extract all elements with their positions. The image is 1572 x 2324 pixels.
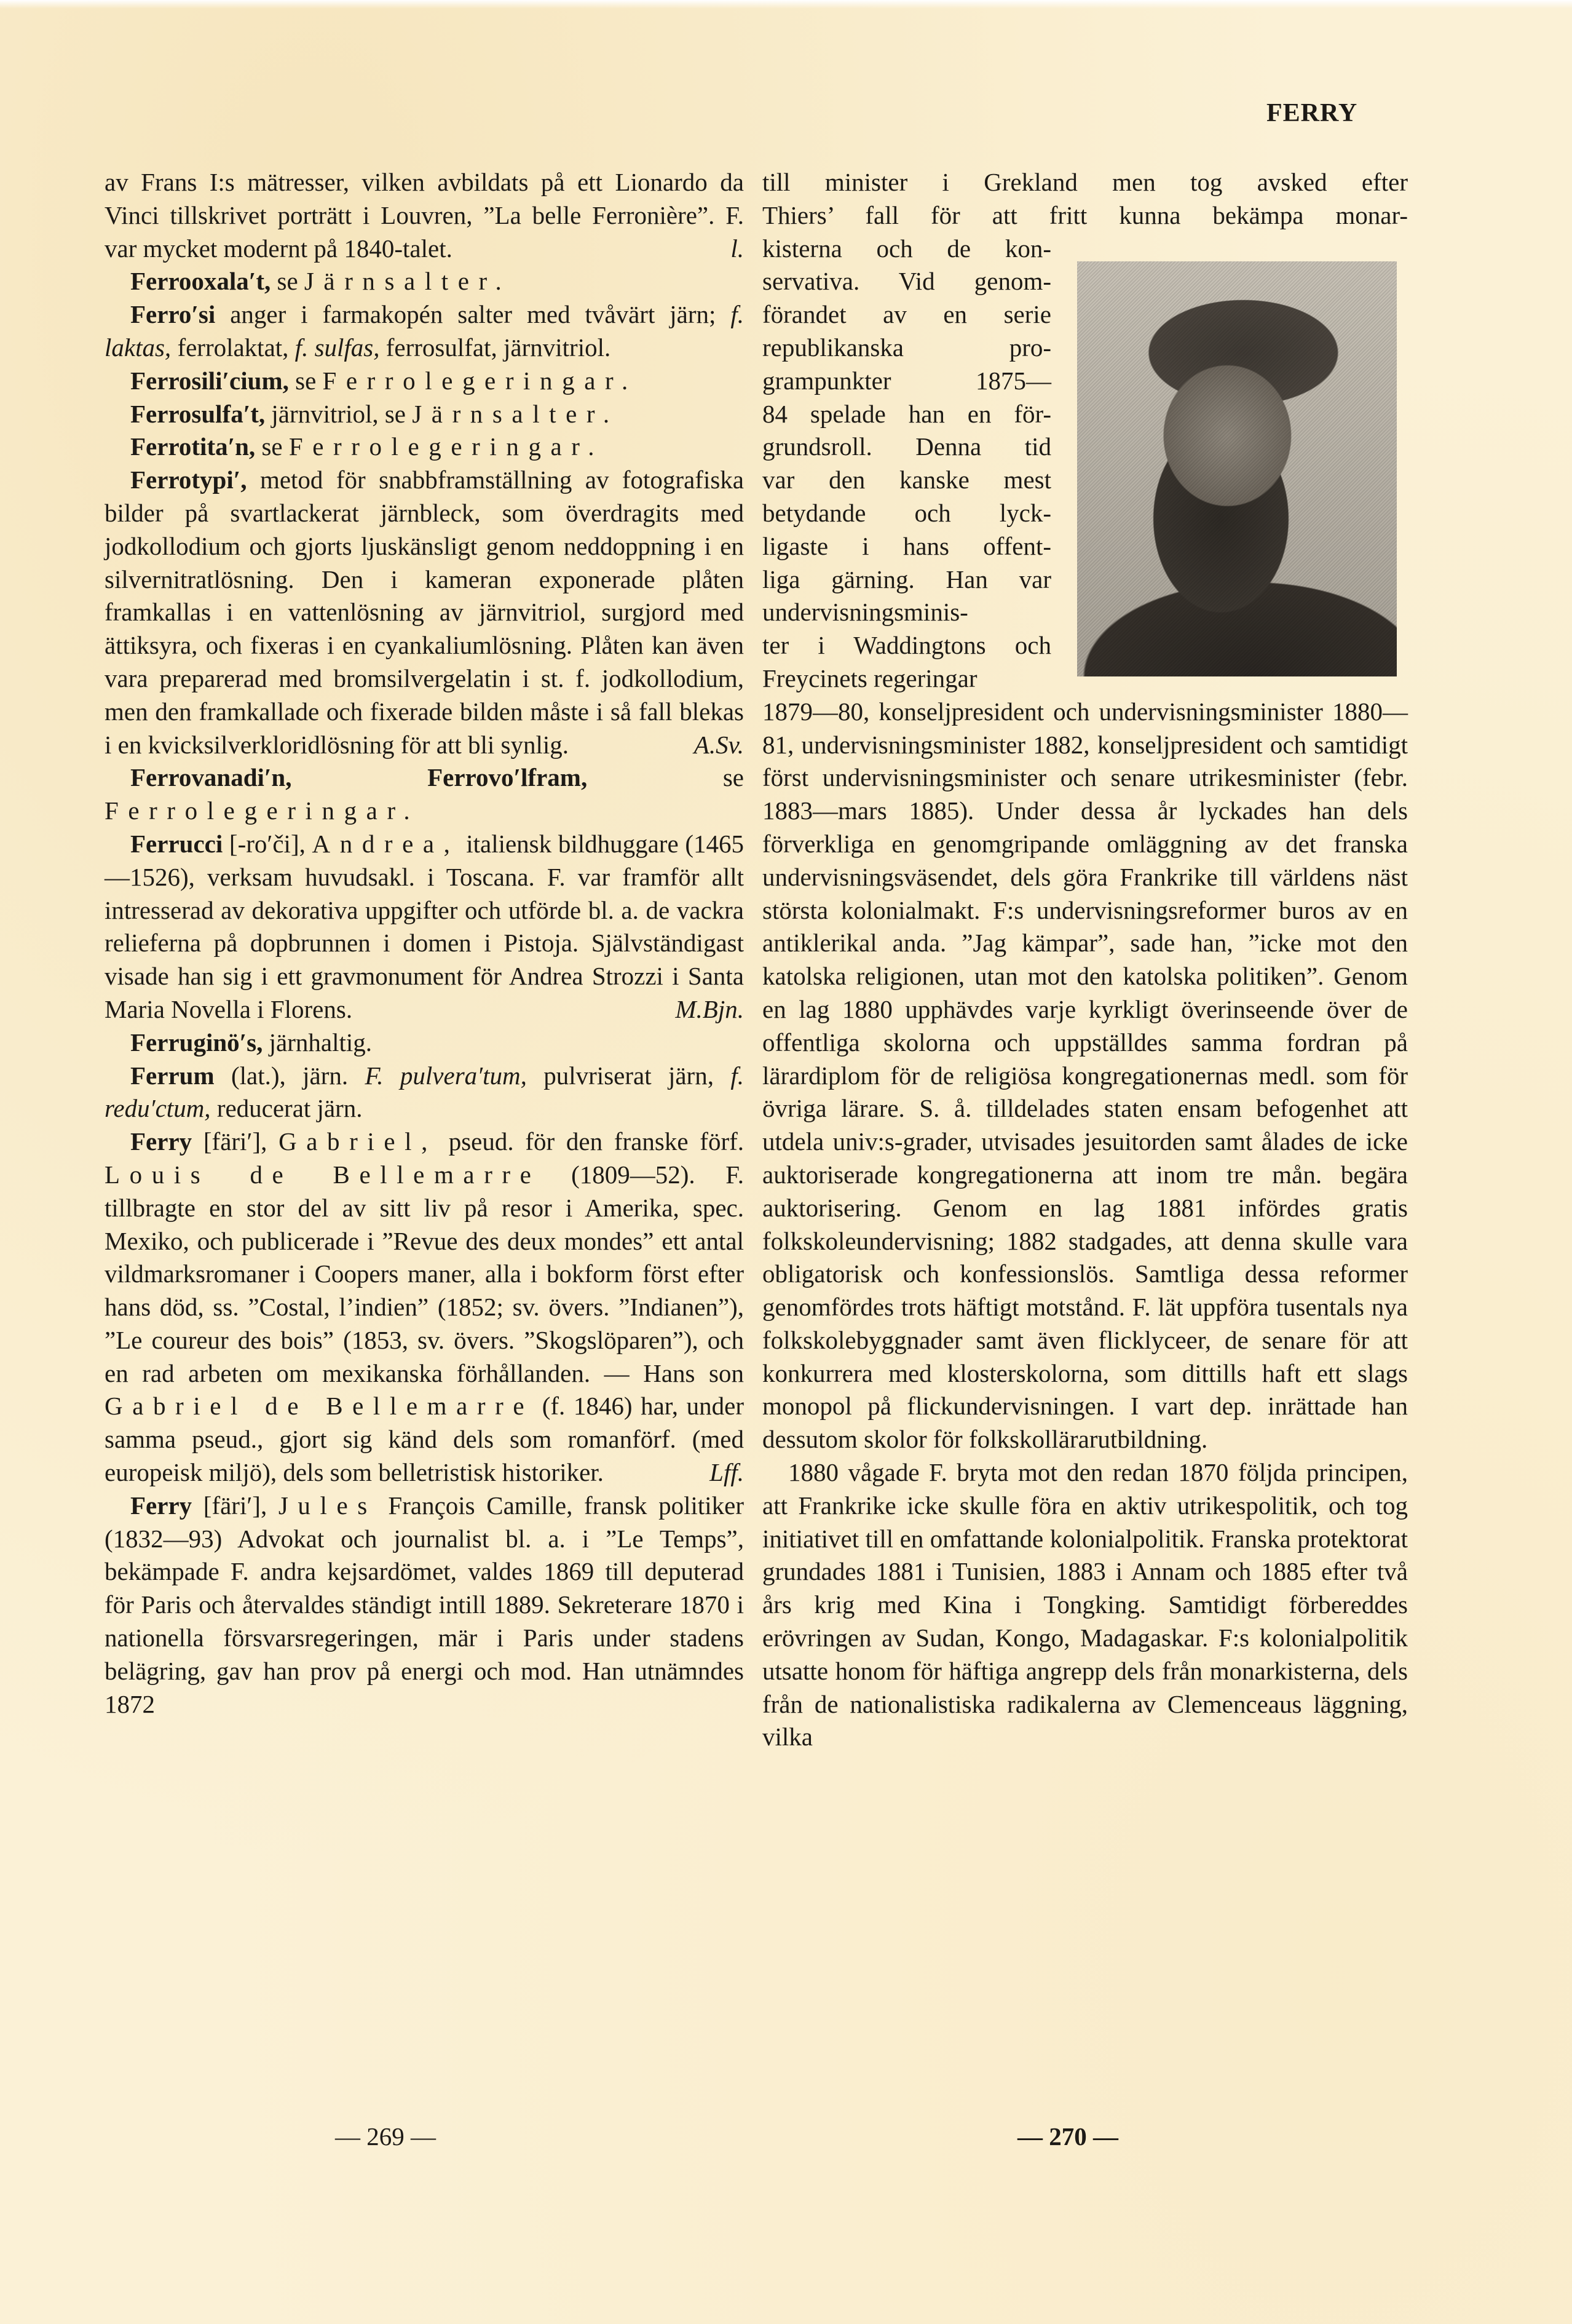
author-signature: A.Sv. [693, 730, 744, 759]
page-number-left: — 269 — [335, 2122, 436, 2151]
entry-ferry-gabriel: Ferry [färi′], Gabriel, pseud. för den franske förf. Louis de Bellemarre (1809—52). F. tillbragte en stor del av sitt liv på resor i Amerika, spec. Mexiko, och publicerade i ”Revue des deux mondes” ett antal vildmarksromaner i Coopers maner, alla i bokform först efter hans död, ss. ”Costal, l’indien” (1852; sv. övers. ”Indianen”), ”Le coureur des bois” (1853, sv. övers. ”Skogslöparen”), och en rad arbeten om mexikanska förhållanden. — Hans son Gabriel de Bellemarre (f. 1846) har, under samma pseud., gjort sig känd dels som romanförf. (med europeisk miljö), dels som belletristisk historiker. Lff. [105, 1125, 744, 1489]
headword: Ferrovanadi′n, Ferrovo′lfram, [130, 763, 588, 792]
cross-reference: Ferrolegeringar. [322, 366, 638, 395]
author-signature: l. [730, 234, 744, 263]
cross-reference: Ferrolegeringar. [288, 432, 604, 461]
headword: Ferrotypi′, [130, 466, 247, 494]
entry-ferrotitan: Ferrotita′n, se Ferrolegeringar. [130, 432, 604, 461]
left-column [105, 166, 744, 1721]
page-top-edge [0, 0, 1572, 9]
entry-ferrucci: Ferrucci [-ro′či], Andrea, italiensk bildhuggare (1465—1526), verksam huvudsakl. i Toscana. F. var framför allt intresserad av dekorativa uppgifter och utförde bl. a. de vackra relieferna på dopbrunnen i domen i Pistoja. Självständigast visade han sig i ett gravmonument för Andrea Strozzi i Santa Maria Novella i Florens. M.Bjn. [105, 828, 744, 1026]
entry-ferruginos: Ferruginö′s, järnhaltig. [130, 1028, 372, 1057]
headword: Ferruginö′s, [130, 1028, 263, 1057]
body-paragraph: 1879—80, konseljpresident och undervisningsminister 1880—81, undervisningsminister 1882, konseljpresident och samtidigt först undervisningsminister och senare utrikesminister (febr. 1883—mars 1885). Under dessa år lyckades han dels förverkliga en genomgripande omläggning av det franska undervisningsväsendet, dels göra Frankrike till världens näst största kolonialmakt. F:s undervisningsreformer buros av en antiklerikal anda. ”Jag kämpar”, sade han, ”icke mot den katolska religionen, utan mot den katolska politiken”. Genom en lag 1880 upphävdes varje kyrkligt överinseende över de offentliga skolorna och uppställdes samma fordran på lärardiplom för de religiösa kongregationernas medl. som för övriga lärare. S. å. tilldelades staten ensam befogenhet att utdela univ:s-grader, utvisades jesuitorden samt ålades de icke auktoriserade kongregationerna att inom tre mån. begära auktorisering. Genom en lag 1881 infördes gratis folkskoleundervisning; 1882 stadgades, att denna skulle vara obligatorisk och konfessionslös. Samtliga dessa reformer genomfördes trots häftigt motstånd. F. lät uppföra tusentals nya folkskolebyggnader samt även flicklyceer, de senare för att konkurrera med klosterskolorna, som dittills haft ett slags monopol på flickundervisningen. I vart dep. inrättade han dessutom skolor för folkskollärarutbildning. [762, 697, 1408, 1454]
entry-ferrovanadin: Ferrovanadi′n, Ferrovo′lfram, se Ferrolegeringar. [105, 763, 744, 825]
entry-ferrosulfat: Ferrosulfa′t, järnvitriol, se Järnsalter. [130, 399, 619, 428]
headword: Ferro′si [130, 300, 216, 329]
author-signature: Lff. [709, 1458, 744, 1487]
person-name: Louis de Bellemarre [105, 1160, 541, 1189]
headword: Ferrucci [130, 829, 223, 858]
headword: Ferrum [130, 1061, 215, 1090]
entry-ferrotypi: Ferrotypi′, metod för snabbframställning av fotografiska bilder på svartlackerat järnbleck, som överdragits med jodkollodium och gjorts ljuskänsligt genom neddoppning i en silvernitratlösning. Den i kameran exponerade plåten framkallas i en vattenlösning av järnvitriol, surgjord med ättiksyra, och fixeras i en cyankaliumlösning. Plåten kan även vara preparerad med bromsilvergelatin i st. f. jodkollodium, men den framkallade och fixerade bilden måste i så fall blekas i en kvicksilverkloridlösning för att bli synlig. A.Sv. [105, 464, 744, 761]
page-number-right: — 270 — [1017, 2122, 1118, 2151]
cross-reference: Ferrolegeringar. [105, 796, 420, 825]
cross-reference: Järnsalter. [304, 267, 511, 296]
entry-ferrooxalat: Ferrooxala′t, se Järnsalter. [130, 267, 511, 296]
headword: Ferrotita′n, [130, 432, 256, 461]
headword: Ferrosulfa′t, [130, 399, 266, 428]
person-name: Jules [278, 1491, 377, 1520]
headword: Ferry [130, 1491, 192, 1520]
entry-ferrosi: Ferro′si anger i farmakopén salter med tvåvärt järn; f. laktas, ferrolaktat, f. sulfas, ferrosulfat, järnvitriol. [105, 300, 744, 362]
person-name: Andrea, [312, 829, 460, 858]
headword: Ferrooxala′t, [130, 267, 271, 296]
headword: Ferry [130, 1127, 192, 1156]
cross-reference: Järnsalter. [412, 399, 619, 428]
running-head: FERRY [1266, 99, 1358, 127]
portrait-photo [1077, 261, 1397, 676]
entry-ferrum: Ferrum (lat.), järn. F. pulvera′tum, pulvriserat järn, f. redu′ctum, reducerat järn. [105, 1061, 744, 1123]
author-signature: M.Bjn. [675, 994, 744, 1023]
body-paragraph-colonial: 1880 vågade F. bryta mot den redan 1870 följda principen, att Frankrike icke skulle föra en aktiv utrikespolitik, och tog initiativet till en omfattande kolonialpolitik. Franska protektorat grundades 1881 i Tunisien, 1883 i Annam och 1885 efter två års krig med Kina i Tongking. Samtidigt förbereddes erövringen av Sudan, Kongo, Madagaskar. F:s kolonialpolitik utsatte honom för häftiga angrepp dels från monarkisterna, dels från de nationalistiska radikalerna av Clemenceaus läggning, vilka [762, 1458, 1408, 1751]
entry-ferrosilicium: Ferrosili′cium, se Ferrolegeringar. [130, 366, 638, 395]
headword: Ferrosili′cium, [130, 366, 289, 395]
person-name: Gabriel de Bellemarre [105, 1392, 534, 1421]
text-line: till minister i Grekland men tog avsked efter [762, 168, 1408, 196]
text-line: Thiers’ fall för att fritt kunna bekämpa monar- [762, 200, 1408, 229]
continuation-paragraph: av Frans I:s mätresser, vilken avbildats på ett Lionardo da Vinci tillskrivet porträtt i Louvren, ”La belle Ferronière”. F. var mycket modernt på 1840-talet. l. [105, 166, 744, 265]
text-wrapped-beside-portrait: kisterna och de kon- servativa. Vid genom- förandet av en serie republikanska pro- grampunkter 1875— 84 spelade han en för- grundsroll. Denna tid var den kanske mest betydande och lyck- ligaste i hans offent- liga gärning. Han var undervisningsminis- ter i Waddingtons och Freycinets regeringar [762, 234, 1051, 692]
person-name: Gabriel, [278, 1127, 437, 1156]
entry-ferry-jules: Ferry [färi′], Jules François Camille, fransk politiker (1832—93) Advokat och journalist bl. a. i ”Le Temps”, bekämpade F. andra kejsardömet, valdes 1869 till deputerad för Paris och återvaldes ständigt intill 1889. Sekreterare 1870 i nationella försvarsregeringen, mär i Paris under stadens belägring, gav han prov på energi och mod. Han utnämndes 1872 [105, 1491, 744, 1718]
